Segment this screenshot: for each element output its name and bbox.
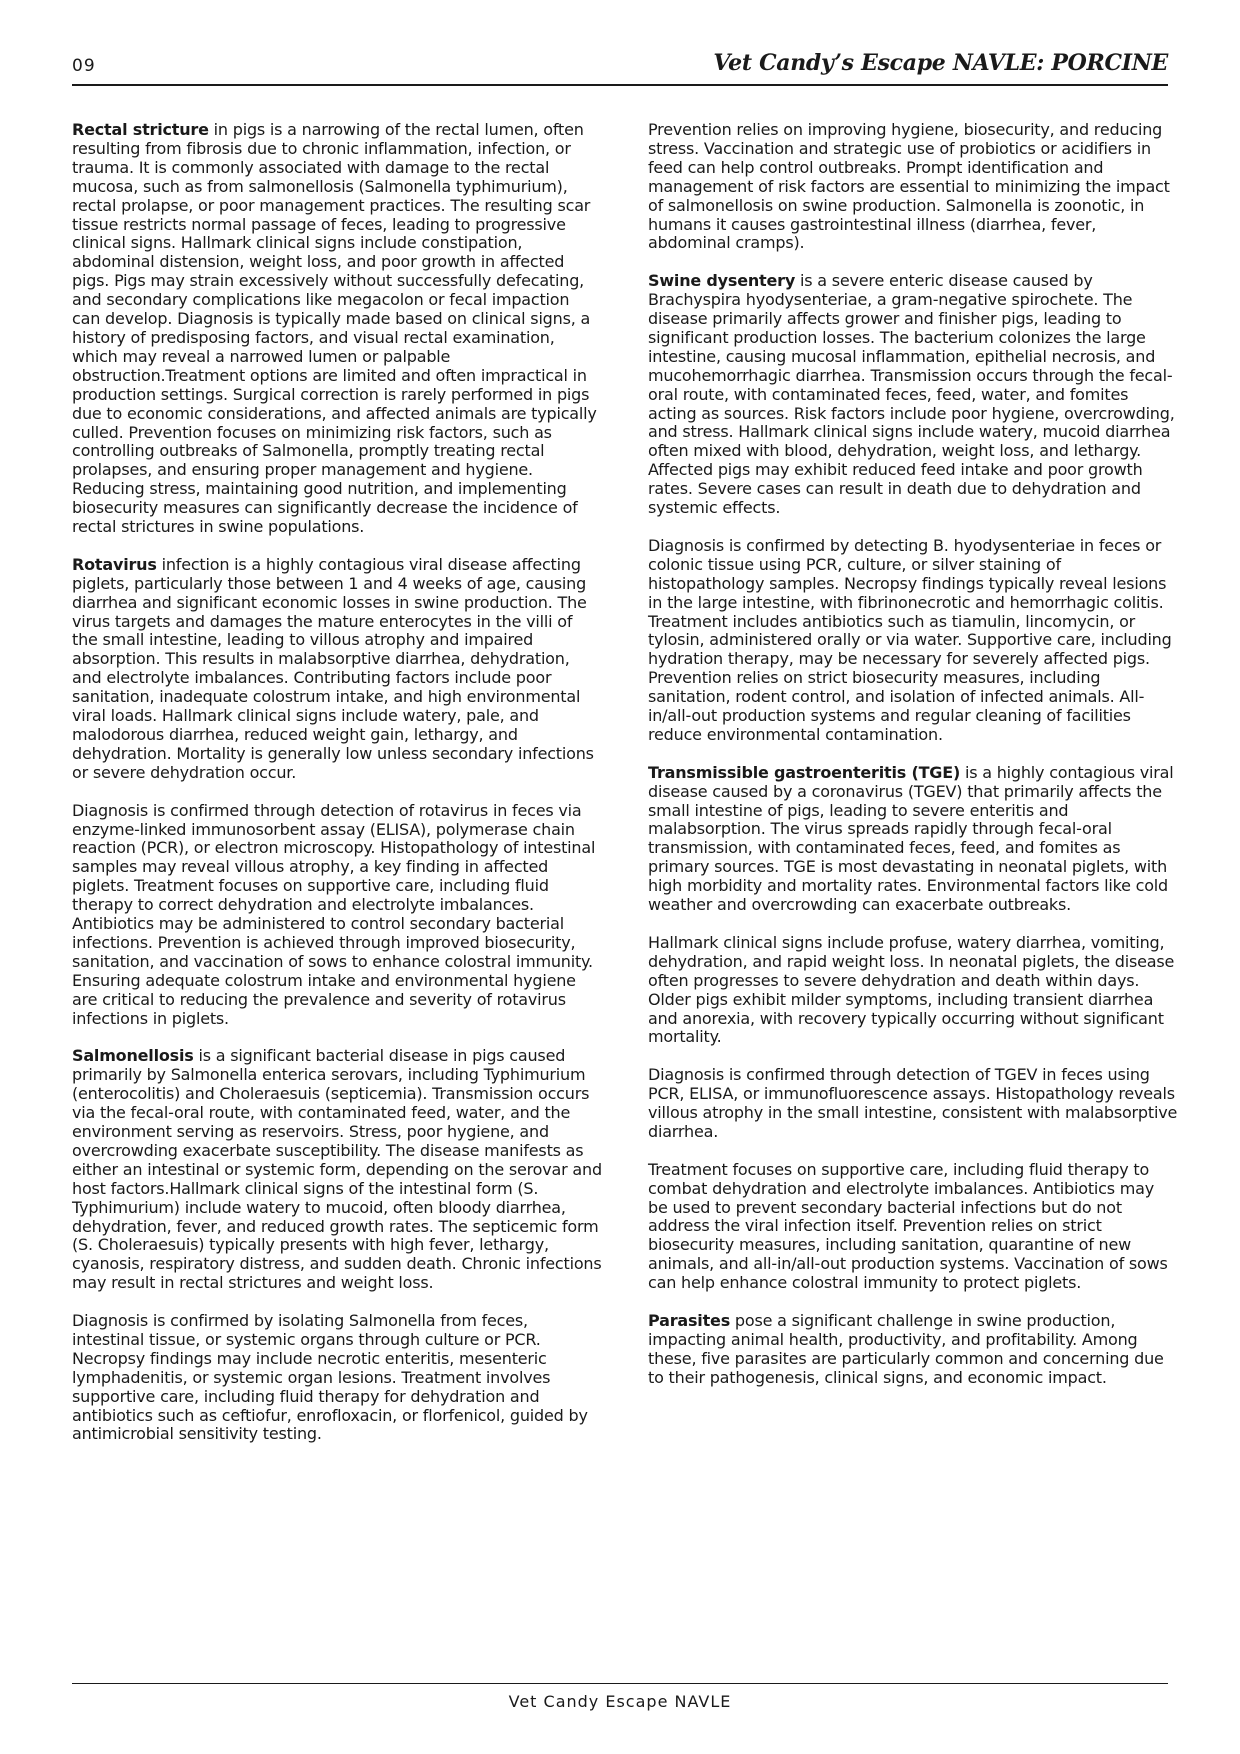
right-column — [648, 121, 1178, 1407]
running-title: Vet Candy’s Escape NAVLE: PORCINE — [713, 50, 1168, 76]
term-salmonellosis: Salmonellosis — [72, 1046, 194, 1066]
term-rotavirus: Rotavirus — [72, 554, 157, 574]
paragraph-rotavirus-diagnosis: Diagnosis is confirmed through detection of rotavirus in feces via enzyme-linked immunosorbent assay (ELISA), polymerase chain reaction (PCR), or electron microscopy. Histopathology of intestinal samples may reveal villous atrophy, a key finding in affected piglets. Treatment focuses on supportive care, including fluid therapy to correct dehydration and electrolyte imbalances. Antibiotics may be administered to control secondary bacterial infections. Prevention is achieved through improved biosecurity, sanitation, and vaccination of sows to enhance colostral immunity. Ensuring adequate colostrum intake and environmental hygiene are critical to reducing the prevalence and severity of rotavirus infections in piglets. — [72, 800, 596, 1028]
paragraph-text: in pigs is a narrowing of the rectal lumen, often resulting from fibrosis due to chronic inflammation, infection, or trauma. It is commonly associated with damage to the rectal mucosa, such as from salmonellosis (Salmonella typhimurium), rectal prolapse, or poor management practices. The resulting scar tissue restricts normal passage of feces, leading to progressive clinical signs. Hallmark clinical signs include constipation, abdominal distension, weight loss, and poor growth in affected pigs. Pigs may strain excessively without successfully defecating, and secondary complications like megacolon or fecal impaction can develop. Diagnosis is typically made based on clinical signs, a history of predisposing factors, and visual rectal examination, which may reveal a narrowed lumen or palpable obstruction.Treatment options are limited and often impractical in production settings. Surgical correction is rarely performed in pigs due to economic considerations, and affected animals are typically culled. Prevention focuses on minimizing risk factors, such as controlling outbreaks of Salmonella, promptly treating rectal prolapses, and ensuring proper management and hygiene. Reducing stress, maintaining good nutrition, and implementing biosecurity measures can significantly decrease the incidence of rectal strictures in swine populations. — [72, 120, 597, 537]
paragraph-salmonellosis-prevention: Prevention relies on improving hygiene, biosecurity, and reducing stress. Vaccination and strategic use of probiotics or acidifiers in feed can help control outbreaks. Prompt identification and management of risk factors are essential to minimizing the impact of salmonellosis on swine production. Salmonella is zoonotic, in humans it causes gastrointestinal illness (diarrhea, fever, abdominal cramps). — [648, 120, 1170, 253]
paragraph-text: is a highly contagious viral disease caused by a coronavirus (TGEV) that primarily affects the small intestine of pigs, leading to severe enteritis and malabsorption. The virus spreads rapidly through fecal-oral transmission, with contaminated feces, feed, and fomites as primary sources. TGE is most devastating in neonatal piglets, with high morbidity and mortality rates. Environmental factors like cold weather and overcrowding can exacerbate outbreaks. — [648, 762, 1174, 915]
page-header — [72, 48, 1168, 88]
term-rectal-stricture: Rectal stricture — [72, 120, 209, 139]
paragraph-parasites — [648, 1312, 1178, 1388]
paragraph-text: is a severe enteric disease caused by Brachyspira hyodysenteriae, a gram-negative spirochete. The disease primarily affects grower and finisher pigs, leading to significant production losses. The bacterium colonizes the large intestine, causing mucosal inflammation, epithelial necrosis, and mucohemorrhagic diarrhea. Transmission occurs through the fecal-oral route, with contaminated feces, feed, water, and fomites acting as sources. Risk factors include poor hygiene, overcrowding, and stress. Hallmark clinical signs include watery, mucoid diarrhea often mixed with blood, dehydration, weight loss, and lethargy. Affected pigs may exhibit reduced feed intake and poor growth rates. Severe cases can result in death due to dehydration and systemic effects. — [648, 271, 1175, 518]
paragraph-text: pose a significant challenge in swine production, impacting animal health, productivity, and profitability. Among these, five parasites are particularly common and concerning due to their pathogenesis, clinical signs, and economic impact. — [648, 1310, 1164, 1387]
term-tge: Transmissible gastroenteritis (TGE) — [648, 762, 961, 782]
term-swine-dysentery: Swine dysentery — [648, 271, 796, 291]
paragraph-text: infection is a highly contagious viral disease affecting piglets, particularly those between 1 and 4 weeks of age, causing diarrhea and significant economic losses in swine production. The virus targets and damages the mature enterocytes in the villi of the small intestine, leading to villous atrophy and impaired absorption. This results in malabsorptive diarrhea, dehydration, and electrolyte imbalances. Contributing factors include poor sanitation, inadequate colostrum intake, and high environmental viral loads. Hallmark clinical signs include watery, pale, and malodorous diarrhea, reduced weight gain, lethargy, and dehydration. Mortality is generally low unless secondary infections or severe dehydration occur. — [72, 554, 594, 782]
paragraph-tge-signs: Hallmark clinical signs include profuse, watery diarrhea, vomiting, dehydration, and rapid weight loss. In neonatal piglets, the disease often progresses to severe dehydration and death within days. Older pigs exhibit milder symptoms, including transient diarrhea and anorexia, with recovery typically occurring without significant mortality. — [648, 932, 1175, 1047]
paragraph-tge-treatment: Treatment focuses on supportive care, including fluid therapy to combat dehydration and electrolyte imbalances. Antibiotics may be used to prevent secondary bacterial infections but do not address the viral infection itself. Prevention relies on strict biosecurity measures, including sanitation, quarantine of new animals, and all-in/all-out production systems. Vaccination of sows can help enhance colostral immunity to protect piglets. — [648, 1159, 1168, 1293]
paragraph-swine-dysentery — [648, 272, 1178, 518]
left-column — [72, 121, 602, 1463]
paragraph-rectal-stricture — [72, 121, 602, 537]
paragraph-salmonellosis-diagnosis: Diagnosis is confirmed by isolating Salmonella from feces, intestinal tissue, or systemic organs through culture or PCR. Necropsy findings may include necrotic enteritis, mesenteric lymphadenitis, or systemic organ lesions. Treatment involves supportive care, including fluid therapy for dehydration and antibiotics such as ceftiofur, enrofloxacin, or florfenicol, guided by antimicrobial sensitivity testing. — [72, 1311, 588, 1444]
term-parasites: Parasites — [648, 1310, 731, 1330]
paragraph-salmonellosis — [72, 1047, 602, 1293]
footer-text: Vet Candy Escape NAVLE — [508, 1692, 732, 1711]
paragraph-text: is a significant bacterial disease in pigs caused primarily by Salmonella enterica serovars, including Typhimurium (enterocolitis) and Choleraesuis (septicemia). Transmission occurs via the fecal-oral route, with contaminated feed, water, and the environment serving as reservoirs. Stress, poor hygiene, and overcrowding exacerbate susceptibility. The disease manifests as either an intestinal or systemic form, depending on the serovar and host factors.Hallmark clinical signs of the intestinal form (S. Typhimurium) include watery to mucoid, often bloody diarrhea, dehydration, fever, and reduced growth rates. The septicemic form (S. Choleraesuis) typically presents with high fever, lethargy, cyanosis, respiratory distress, and sudden death. Chronic infections may result in rectal strictures and weight loss. — [72, 1046, 602, 1293]
paragraph-swine-dysentery-diagnosis: Diagnosis is confirmed by detecting B. hyodysenteriae in feces or colonic tissue using PCR, culture, or silver staining of histopathology samples. Necropsy findings typically reveal lesions in the large intestine, with fibrinonecrotic and hemorrhagic colitis. Treatment includes antibiotics such as tiamulin, lincomycin, or tylosin, administered orally or via water. Supportive care, including hydration therapy, may be necessary for severely affected pigs. Prevention relies on strict biosecurity measures, including sanitation, rodent control, and isolation of infected animals. All-in/all-out production systems and regular cleaning of facilities reduce environmental contamination. — [648, 535, 1172, 744]
paragraph-rotavirus — [72, 556, 602, 783]
footer-rule — [72, 1683, 1168, 1684]
page-number: 09 — [72, 56, 96, 76]
paragraph-tge — [648, 764, 1178, 915]
header-rule — [72, 84, 1168, 86]
paragraph-tge-diagnosis: Diagnosis is confirmed through detection of TGEV in feces using PCR, ELISA, or immunofluorescence assays. Histopathology reveals villous atrophy in the small intestine, consistent with malabsorptive diarrhea. — [648, 1065, 1178, 1141]
